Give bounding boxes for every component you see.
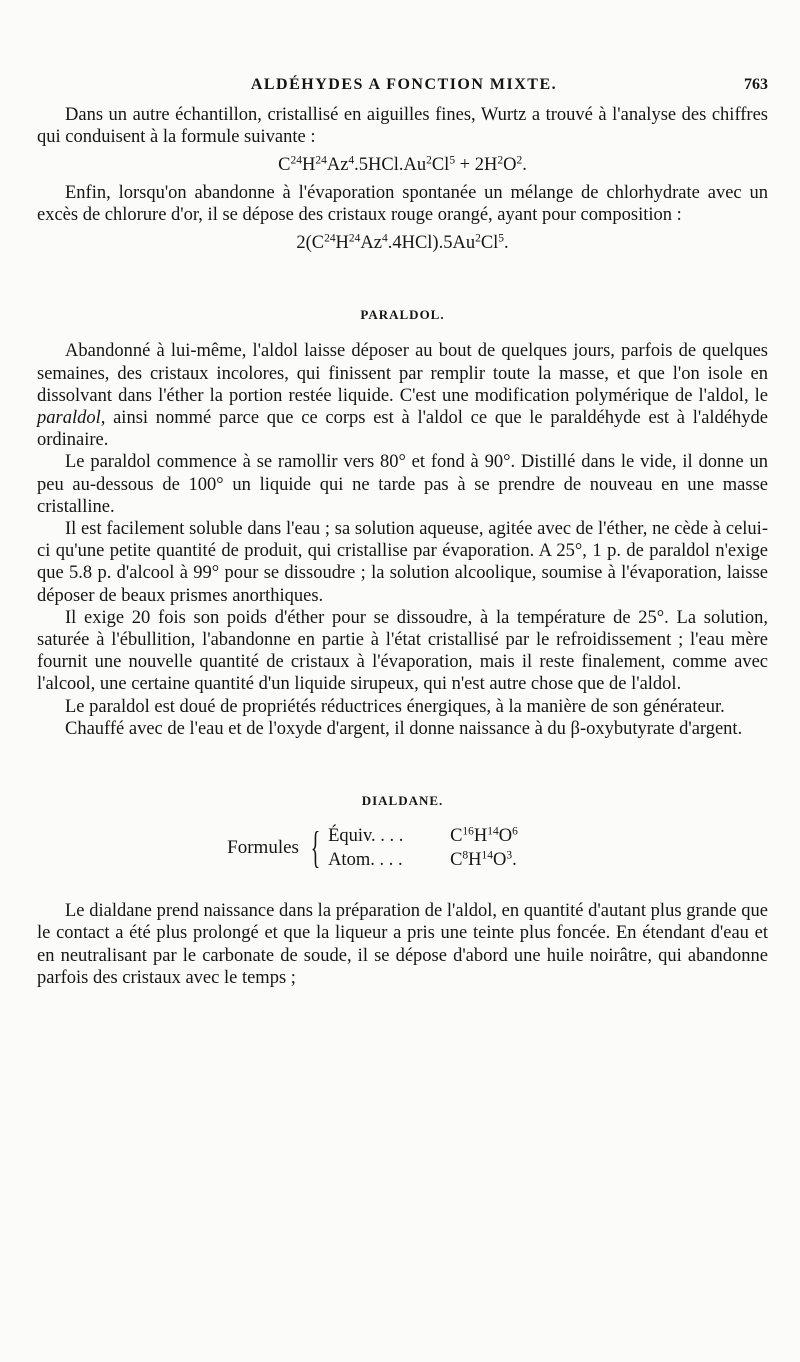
paragraph-8: Chauffé avec de l'eau et de l'oxyde d'argent, il donne naissance à du β-oxybutyrate d'argent. (65, 718, 743, 739)
paragraph-1: Dans un autre échantillon, cristallisé en aiguilles fines, Wurtz a trouvé à l'analyse des chiffres qui conduisent à la formule suivante : (37, 105, 768, 148)
page-header (40, 76, 768, 100)
running-title: ALDÉHYDES A FONCTION MIXTE. (250, 76, 558, 93)
formula-gold-salt-1: $C^{24}H^{24}Az^4.5HCl.Au^2Cl^5 + 2H^2O^2$. (278, 155, 527, 176)
paragraph-6: Il exige 20 fois son poids d'éther pour se dissoudre, à la température de 25°. La solution, saturée à l'ébullition, l'abandonne en partie à l'état cristallisé par le refroidissement ; l'eau mère fournit une nouvelle quantité de cristaux à l'évaporation, mais il reste finalement, comme avec l'alcool, une certaine quantité d'un liquide sirupeux, qui n'est autre chose que de l'aldol. (37, 607, 768, 695)
section-heading-paraldol: PARALDOL. (360, 307, 445, 323)
paragraph-9: Le dialdane prend naissance dans la préparation de l'aldol, en quantité d'autant plus grande que le contact a été plus prolongé et que la liqueur a pris une teinte plus foncée. En étendant d'eau et en neutralisant par le carbonate de soude, il se dépose d'abord une huile noirâtre, qui abandonne parfois des cristaux avec le temps ; (37, 901, 768, 988)
brace-glyph: { (310, 823, 321, 873)
formula-row-equiv: Équiv. . . . $C^{16}H^{14}O^6$ (328, 825, 518, 847)
page-body (37, 104, 768, 989)
paragraph-3: Abandonné à lui-même, l'aldol laisse déposer au bout de quelques jours, parfois de quelques semaines, des cristaux incolores, qui finissent par remplir toute la masse, et que l'on isole en dissolvant dans l'éther la portion restée liquide. C'est une modification polymérique de l'aldol, le paraldol, ainsi nommé parce que ce corps est à l'aldol ce que le paraldéhyde est à l'aldéhyde ordinaire. (37, 341, 768, 451)
paragraph-7: Le paraldol est doué de propriétés réductrices énergiques, à la manière de son générateur. (65, 696, 725, 717)
formulas-block (0, 824, 768, 872)
formula-gold-salt-2: $2(C^{24}H^{24}Az^4.4HCl).5Au^2Cl^5$. (296, 232, 509, 254)
formulas-label: Formules (227, 837, 299, 859)
paragraph-2: Enfin, lorsqu'on abandonne à l'évaporation spontanée un mélange de chlorhydrate avec un excès de chlorure d'or, il se dépose des cristaux rouge orangé, ayant pour composition : (37, 182, 768, 225)
paragraph-4: Le paraldol commence à se ramollir vers 80° et fond à 90°. Distillé dans le vide, il donne un peu au-dessous de 100° un liquide qui ne tarde pas à se prendre de nouveau en une masse cristalline. (37, 452, 768, 517)
formula-row-atom: Atom. . . . $C^8H^{14}O^3$. (328, 849, 517, 871)
formulas-rows (328, 824, 518, 872)
section-heading-dialdane: DIALDANE. (361, 793, 444, 809)
paragraph-5: Il est facilement soluble dans l'eau ; sa solution aqueuse, agitée avec de l'éther, ne cède à celui-ci qu'une petite quantité de produit, qui cristallise par évaporation. A 25°, 1 p. de paraldol n'exige que 5.8 p. d'alcool à 99° pour se dissoudre ; la solution alcoolique, soumise à l'évaporation, laisse déposer de beaux prismes anorthiques. (37, 519, 768, 606)
page-number: 763 (744, 76, 768, 93)
